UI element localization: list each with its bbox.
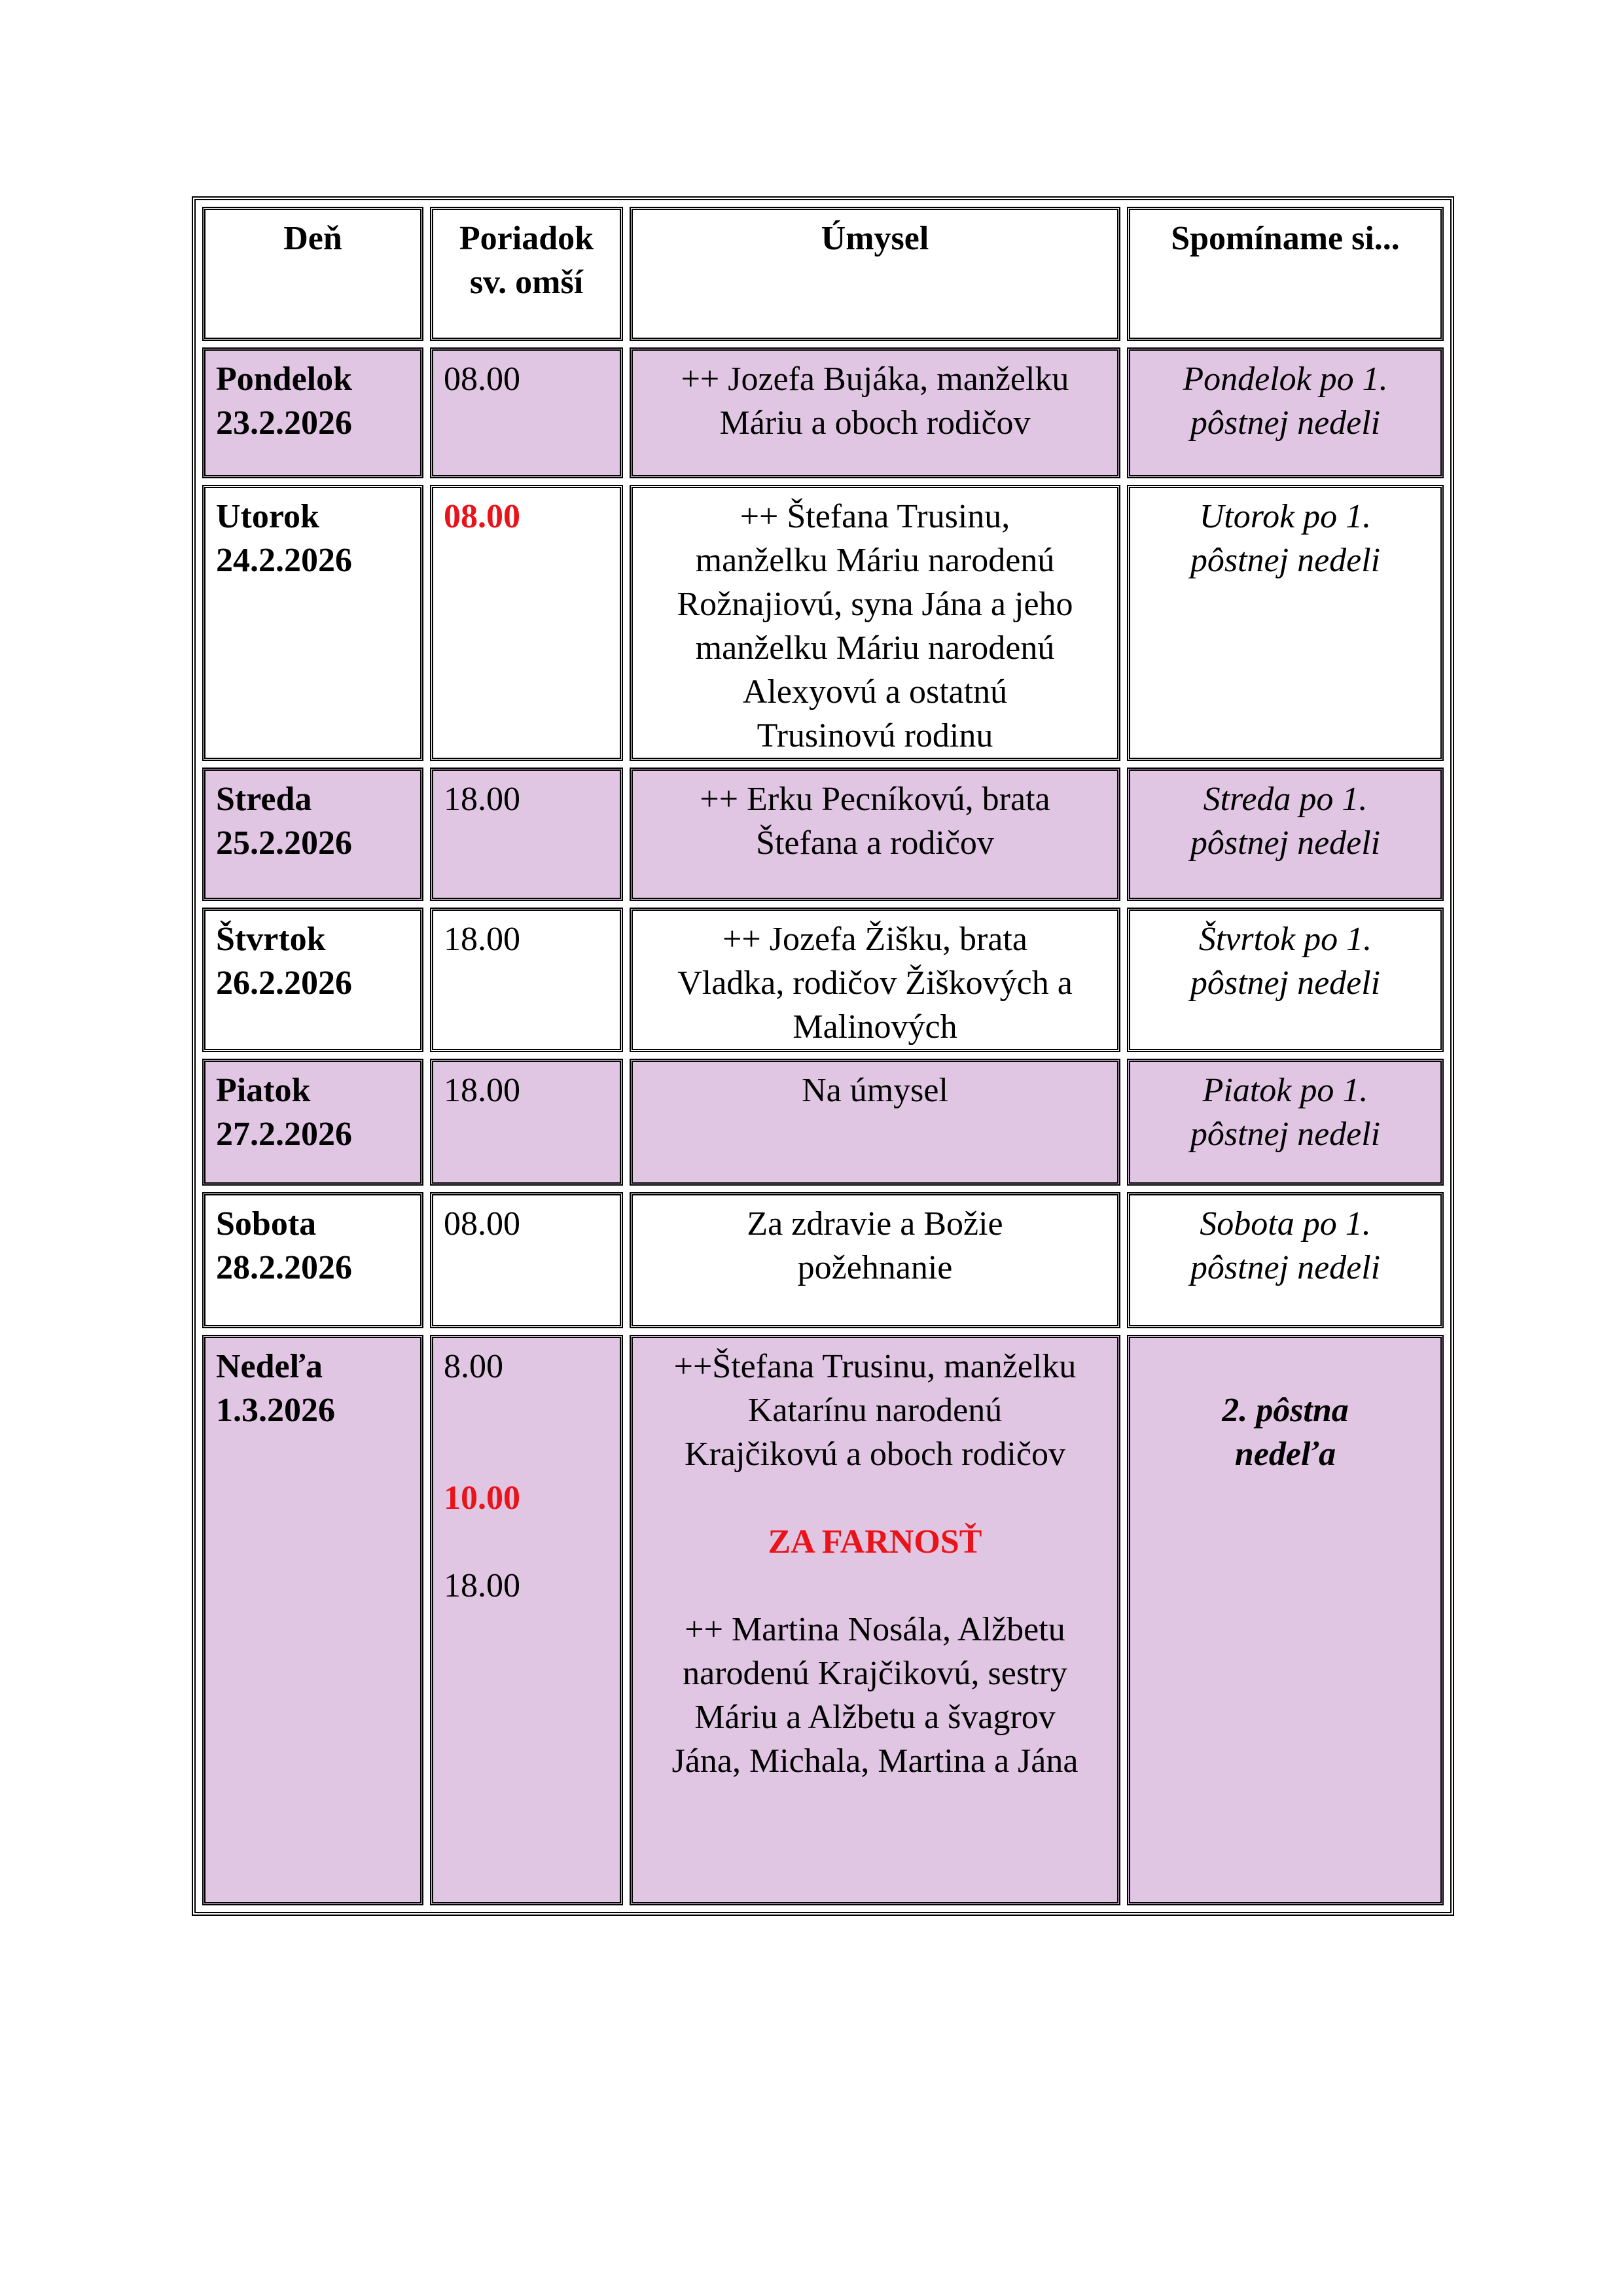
mass-times [430,1335,623,1905]
remember-line: Streda po 1. [1203,781,1368,818]
remember-cell [1127,1192,1444,1328]
intention-line: Malinových [793,1008,957,1046]
intention-line: ++ Martina Nosála, Alžbetu [685,1611,1065,1648]
remember-line: Sobota po 1. [1200,1205,1371,1243]
intention-cell [630,485,1120,761]
mass-time: 08.00 [430,347,623,478]
remember-cell [1127,1059,1444,1186]
intention-line: narodenú Krajčikovú, sestry [683,1655,1067,1692]
day-date: 26.2.2026 [216,964,352,1002]
intention-line: Krajčikovú a oboch rodičov [685,1436,1065,1473]
day-name: Streda [216,781,312,818]
day-name: Nedeľa [216,1348,323,1385]
remember-line: pôstnej nedeli [1190,1249,1381,1286]
header-mass-order-line1: Poriadok [459,220,594,257]
day-name: Sobota [216,1205,317,1243]
mass-time: 08.00 [430,485,623,761]
mass-time: 18.00 [430,768,623,901]
intention-cell [630,908,1120,1052]
day-cell [202,485,423,761]
table-row [202,908,1444,1052]
remember-line: Piatok po 1. [1202,1072,1368,1109]
remember-cell [1127,1335,1444,1905]
intention-line: manželku Máriu narodenú [695,629,1055,667]
day-date: 28.2.2026 [216,1249,352,1286]
mass-time: 18.00 [430,908,623,1052]
table-row [202,1192,1444,1328]
intention-line: Štefana a rodičov [756,824,994,862]
day-date: 24.2.2026 [216,542,352,579]
day-date: 1.3.2026 [216,1392,335,1429]
day-name: Pondelok [216,361,353,398]
intention-line: ++Štefana Trusinu, manželku [673,1348,1077,1385]
remember-line: Utorok po 1. [1199,498,1372,535]
intention-cell [630,1059,1120,1186]
remember-line: nedeľa [1234,1436,1336,1473]
header-row [202,207,1444,341]
table-row [202,485,1444,761]
intention-line: Vladka, rodičov Žiškových a [677,964,1073,1002]
remember-line: pôstnej nedeli [1190,542,1381,579]
day-date: 27.2.2026 [216,1116,352,1153]
remember-line: Štvrtok po 1. [1198,921,1372,958]
intention-line: Rožnajiovú, syna Jána a jeho [677,586,1073,623]
intention-line: ++ Štefana Trusinu, [740,498,1010,535]
mass-time: 18.00 [444,1567,520,1604]
header-mass-order [430,207,623,341]
remember-line: pôstnej nedeli [1190,404,1381,442]
header-intention: Úmysel [630,207,1120,341]
intention-line: ++ Jozefa Žišku, brata [722,921,1027,958]
table-row [202,768,1444,901]
table-row-sunday [202,1335,1444,1905]
intention-line: Na úmysel [802,1072,948,1109]
intention-cell [630,347,1120,478]
intention-cell [630,768,1120,901]
remember-line: pôstnej nedeli [1190,964,1381,1002]
mass-time: 08.00 [430,1192,623,1328]
remember-line: Pondelok po 1. [1183,361,1388,398]
day-name: Utorok [216,498,319,535]
intention-parish: ZA FARNOSŤ [768,1523,982,1561]
intention-line: Máriu a oboch rodičov [719,404,1031,442]
remember-cell [1127,347,1444,478]
day-cell [202,1059,423,1186]
header-remember: Spomíname si... [1127,207,1444,341]
remember-line: pôstnej nedeli [1190,824,1381,862]
mass-time: 18.00 [430,1059,623,1186]
intention-cell [630,1192,1120,1328]
day-cell [202,768,423,901]
remember-line: pôstnej nedeli [1190,1116,1381,1153]
day-cell [202,1192,423,1328]
intention-line: Alexyovú a ostatnú [742,673,1008,711]
header-day: Deň [202,207,423,341]
intention-line: Za zdravie a Božie [747,1205,1003,1243]
intention-line: Máriu a Alžbetu a švagrov [694,1699,1056,1736]
table-row [202,347,1444,478]
remember-line: 2. pôstna [1222,1392,1349,1429]
remember-cell [1127,485,1444,761]
day-cell [202,1335,423,1905]
intention-line: Trusinovú rodinu [757,717,993,754]
day-cell [202,347,423,478]
intention-line: ++ Erku Pecníkovú, brata [700,781,1050,818]
intention-line: ++ Jozefa Bujáka, manželku [681,361,1069,398]
remember-cell [1127,768,1444,901]
intention-line: manželku Máriu narodenú [695,542,1055,579]
remember-cell [1127,908,1444,1052]
mass-schedule-table [192,196,1454,1916]
intention-line: Jána, Michala, Martina a Jána [671,1742,1079,1780]
day-date: 23.2.2026 [216,404,352,442]
intention-line: Katarínu narodenú [747,1392,1003,1429]
day-name: Štvrtok [216,921,326,958]
intention-line: požehnanie [797,1249,953,1286]
day-name: Piatok [216,1072,311,1109]
mass-time: 10.00 [444,1479,520,1517]
intention-cell [630,1335,1120,1905]
day-cell [202,908,423,1052]
day-date: 25.2.2026 [216,824,352,862]
table-row [202,1059,1444,1186]
header-mass-order-line2: sv. omší [469,264,584,301]
mass-time: 8.00 [444,1348,503,1385]
